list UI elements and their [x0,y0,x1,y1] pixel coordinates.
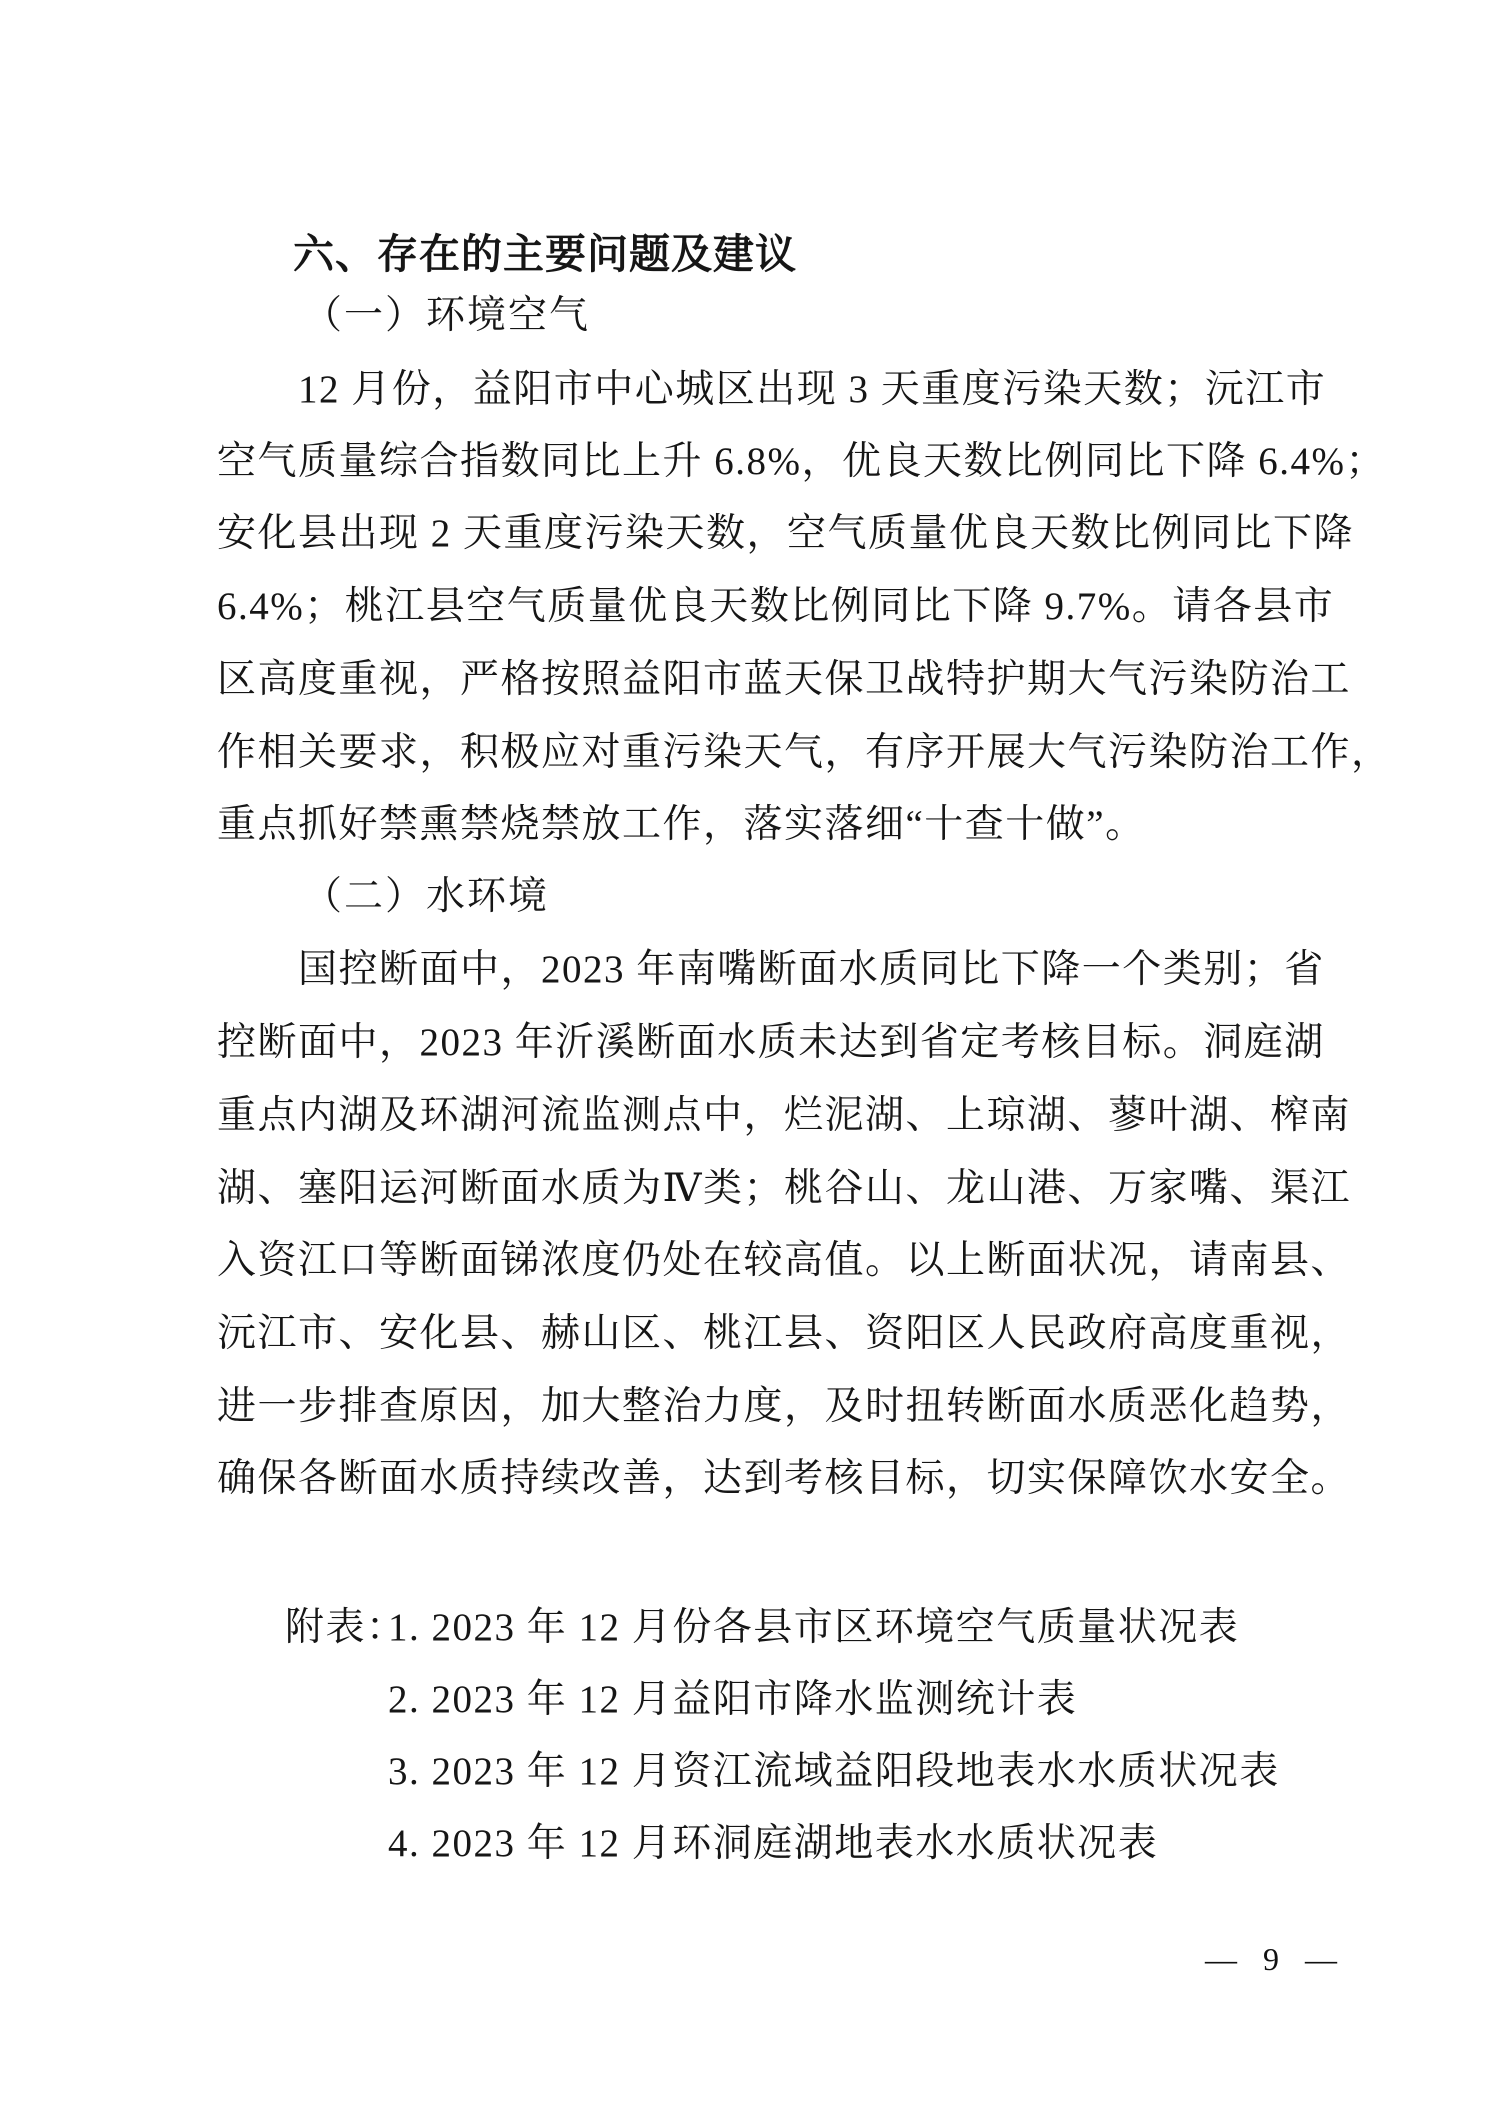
body-line: 确保各断面水质持续改善，达到考核目标，切实保障饮水安全。 [217,1457,1352,1500]
annex-label: 附表： [285,1606,407,1649]
annex-item: 3. 2023 年 12 月资江流域益阳段地表水水质状况表 [388,1750,1280,1793]
page-number: — 9 — [1205,1941,1346,1977]
body-line: 作相关要求，积极应对重污染天气，有序开展大气污染防治工作， [217,731,1392,774]
body-line: 湖、塞阳运河断面水质为Ⅳ类；桃谷山、龙山港、万家嘴、渠江 [217,1167,1351,1210]
section-heading: 六、存在的主要问题及建议 [293,231,797,277]
body-line: 进一步排查原因，加大整治力度，及时扭转断面水质恶化趋势， [217,1385,1352,1428]
body-line: 重点内湖及环湖河流监测点中，烂泥湖、上琼湖、蓼叶湖、榨南 [217,1094,1352,1137]
subsection-2-title: （二）水环境 [303,875,550,918]
body-line: 空气质量综合指数同比上升 6.8%，优良天数比例同比下降 6.4%； [217,440,1386,483]
body-line: 控断面中，2023 年沂溪断面水质未达到省定考核目标。洞庭湖 [217,1021,1325,1064]
annex-item: 2. 2023 年 12 月益阳市降水监测统计表 [388,1678,1078,1721]
body-line: 6.4%；桃江县空气质量优良天数比例同比下降 9.7%。请各县市 [217,585,1335,628]
body-line: 重点抓好禁熏禁烧禁放工作，落实落细“十查十做”。 [217,803,1146,846]
body-line: 安化县出现 2 天重度污染天数，空气质量优良天数比例同比下降 [217,512,1355,555]
body-line: 入资江口等断面锑浓度仍处在较高值。以上断面状况，请南县、 [217,1239,1352,1282]
body-line: 区高度重视，严格按照益阳市蓝天保卫战特护期大气污染防治工 [217,658,1352,701]
subsection-1-title: （一）环境空气 [303,294,591,337]
body-line: 国控断面中，2023 年南嘴断面水质同比下降一个类别；省 [298,948,1325,991]
annex-item: 4. 2023 年 12 月环洞庭湖地表水水质状况表 [388,1822,1159,1865]
annex-item: 1. 2023 年 12 月份各县市区环境空气质量状况表 [388,1606,1240,1649]
body-line: 沅江市、安化县、赫山区、桃江县、资阳区人民政府高度重视， [217,1312,1352,1355]
body-line: 12 月份，益阳市中心城区出现 3 天重度污染天数；沅江市 [298,368,1327,411]
